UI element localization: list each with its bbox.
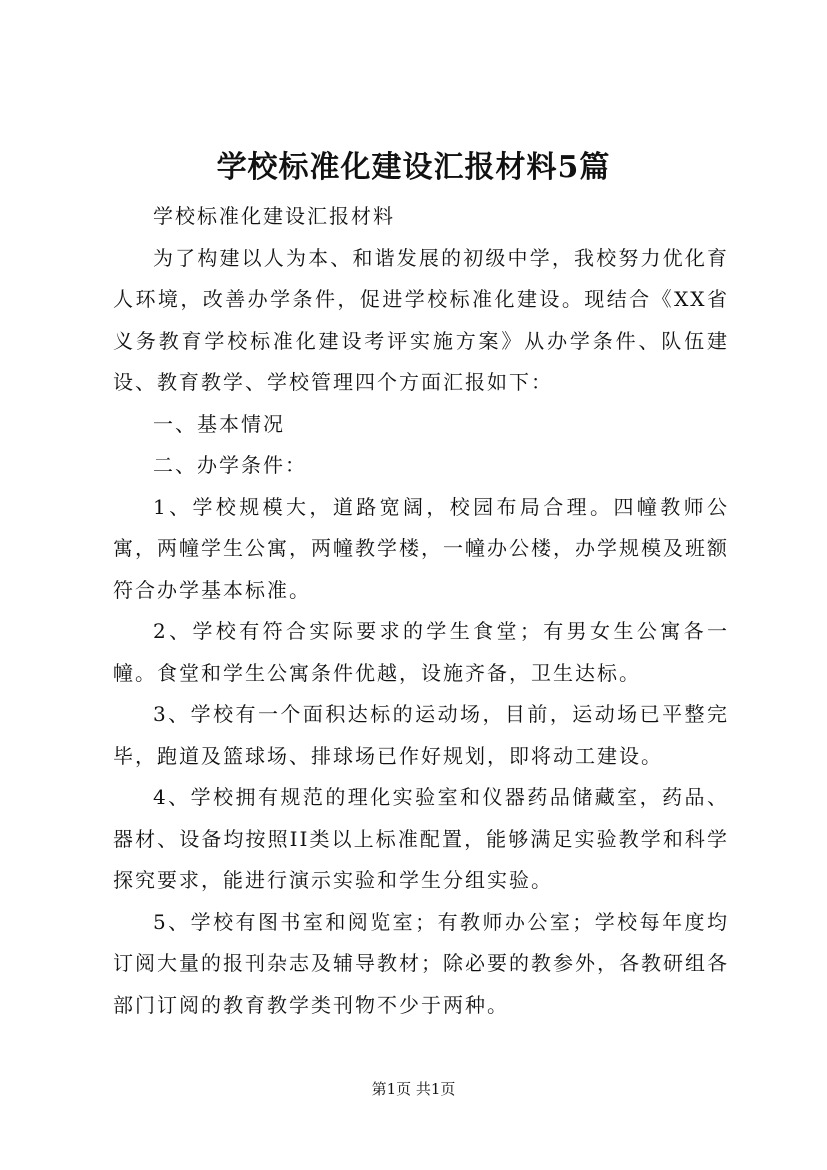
paragraph-item-5: 5、学校有图书室和阅览室；有教师办公室；学校每年度均订阅大量的报刊杂志及辅导教材；除必要的教参外，各教研组各部门订阅的教育教学类刊物不少于两种。 bbox=[113, 909, 729, 1017]
paragraph-item-4: 4、学校拥有规范的理化实验室和仪器药品储藏室，药品、器材、设备均按照II类以上标准配置，能够满足实验教学和科学探究要求，能进行演示实验和学生分组实验。 bbox=[113, 785, 729, 892]
page-footer: 第1页 共1页 bbox=[371, 1080, 456, 1098]
paragraph-item-2: 2、学校有符合实际要求的学生食堂；有男女生公寓各一幢。食堂和学生公寓条件优越，设施齐备，卫生达标。 bbox=[113, 619, 729, 685]
document-body bbox=[113, 196, 729, 1026]
paragraph-subtitle: 学校标准化建设汇报材料 bbox=[153, 204, 395, 228]
document-title: 学校标准化建设汇报材料5篇 bbox=[216, 150, 611, 185]
paragraph-item-3: 3、学校有一个面积达标的运动场，目前，运动场已平整完毕，跑道及篮球场、排球场已作好规划，即将动工建设。 bbox=[113, 702, 729, 768]
section-heading-basic-info: 一、基本情况 bbox=[153, 411, 285, 436]
paragraph-intro: 为了构建以人为本、和谐发展的初级中学，我校努力优化育人环境，改善办学条件，促进学校标准化建设。现结合《XX省义务教育学校标准化建设考评实施方案》从办学条件、队伍建设、教育教学、学校管理四个方面汇报如下： bbox=[113, 245, 729, 394]
section-heading-school-conditions: 二、办学条件： bbox=[153, 453, 307, 477]
paragraph-item-1: 1、学校规模大，道路宽阔，校园布局合理。四幢教师公寓，两幢学生公寓，两幢教学楼，一幢办公楼，办学规模及班额符合办学基本标准。 bbox=[113, 494, 729, 602]
